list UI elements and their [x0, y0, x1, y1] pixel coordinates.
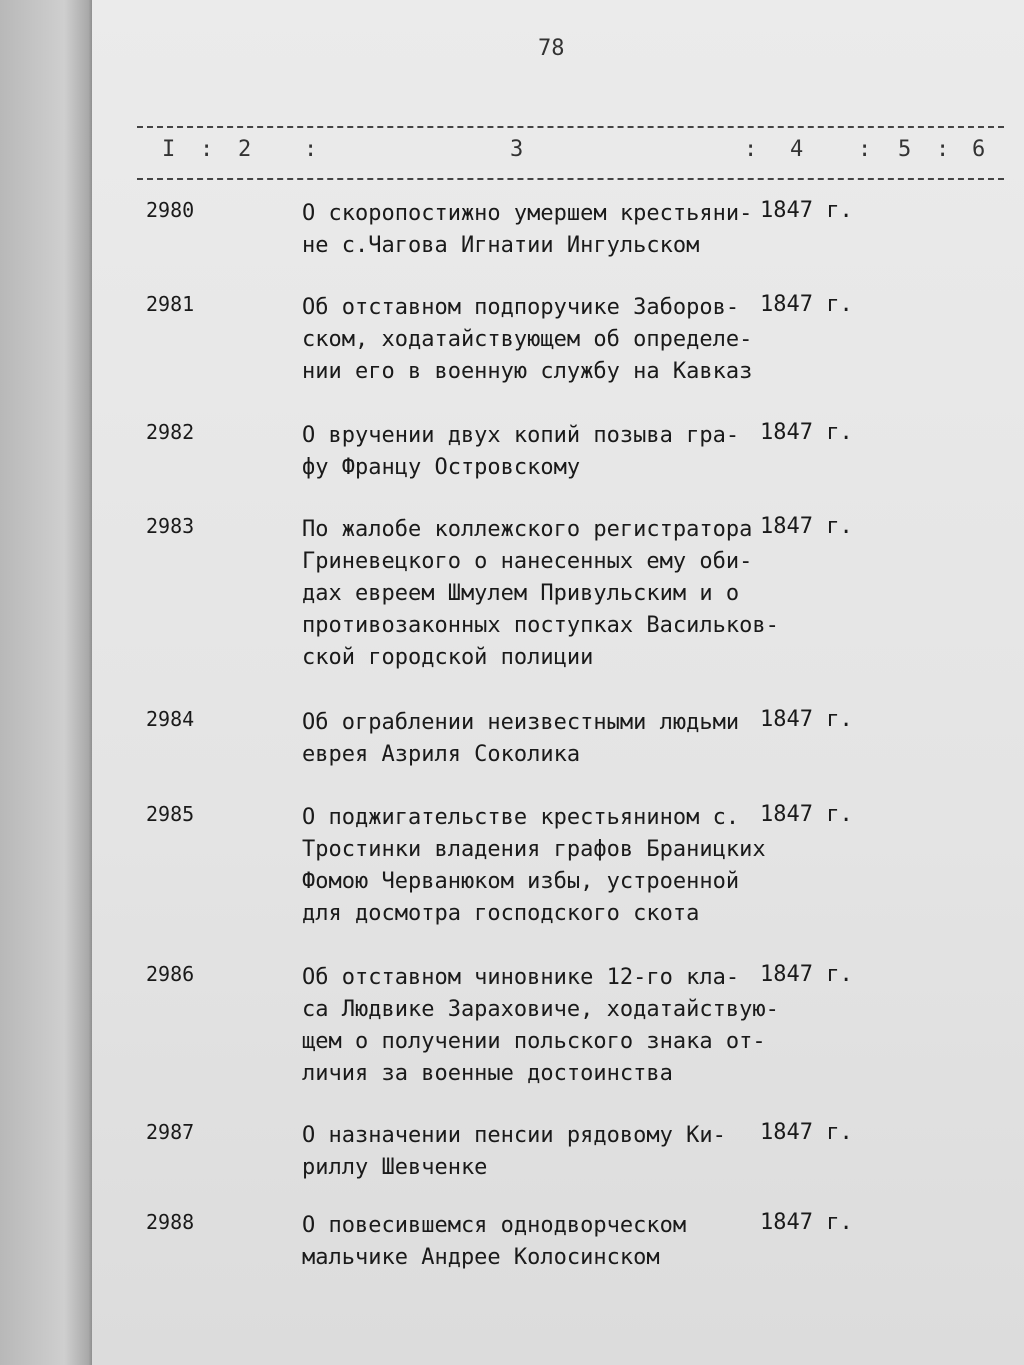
column-separator-5: :: [936, 137, 951, 162]
entry-line: фу Францу Островскому: [302, 455, 581, 480]
entry-line: Об отставном подпоручике Заборов-: [302, 295, 740, 320]
entry-line: для досмотра господского скота: [302, 901, 700, 926]
column-header-2: 2: [238, 137, 253, 162]
entry-year: 1847 г.: [760, 707, 853, 732]
entry-line: О скоропостижно умершем крестьяни-: [302, 201, 753, 226]
entry-line: О повесившемся однодворческом: [302, 1213, 687, 1238]
column-separator-2: :: [304, 137, 319, 162]
entry-line: дах евреем Шмулем Привульским и о: [302, 581, 740, 606]
entry-description: [302, 1210, 772, 1274]
entry-line: нии его в военную службу на Кавказ: [302, 359, 753, 384]
entry-line: Об отставном чиновнике 12-го кла-: [302, 965, 740, 990]
entry-line: О назначении пенсии рядовому Ки-: [302, 1123, 726, 1148]
entry-description: [302, 802, 772, 930]
entry-number: 2980: [146, 198, 195, 222]
column-separator-1: :: [200, 137, 215, 162]
entry-year: 1847 г.: [760, 1210, 853, 1235]
entry-number: 2988: [146, 1210, 195, 1234]
entry-line: ском, ходатайствующем об определе-: [302, 327, 753, 352]
entry-year: 1847 г.: [760, 1120, 853, 1145]
entry-line: са Людвике Зараховиче, ходатайствую-: [302, 997, 779, 1022]
entry-number: 2985: [146, 802, 195, 826]
header-rule-top: [137, 126, 1004, 128]
entry-line: По жалобе коллежского регистратора: [302, 517, 753, 542]
entry-line: ской городской полиции: [302, 645, 594, 670]
entry-line: щем о получении польского знака от-: [302, 1029, 766, 1054]
entry-line: О вручении двух копий позыва гра-: [302, 423, 740, 448]
header-rule-bottom: [137, 178, 1004, 180]
entry-number: 2981: [146, 292, 195, 316]
entry-description: [302, 198, 772, 262]
column-header-6: 6: [972, 137, 987, 162]
entry-number: 2983: [146, 514, 195, 538]
entry-line: не с.Чагова Игнатии Ингульском: [302, 233, 700, 258]
entry-line: противозаконных поступках Васильков-: [302, 613, 779, 638]
entry-line: Гриневецкого о нанесенных ему оби-: [302, 549, 753, 574]
entry-line: мальчике Андрее Колосинском: [302, 1245, 660, 1270]
entry-year: 1847 г.: [760, 292, 853, 317]
entry-line: риллу Шевченке: [302, 1155, 488, 1180]
entry-line: личия за военные достоинства: [302, 1061, 673, 1086]
entry-line: еврея Азриля Соколика: [302, 742, 581, 767]
entry-description: [302, 514, 779, 674]
entry-description: [302, 420, 772, 484]
entry-number: 2986: [146, 962, 195, 986]
adjacent-page-edge: [0, 0, 92, 1365]
entry-description: [302, 707, 772, 771]
column-header-4: 4: [790, 137, 805, 162]
entry-year: 1847 г.: [760, 514, 853, 539]
entry-number: 2982: [146, 420, 195, 444]
column-separator-3: :: [744, 137, 759, 162]
column-separator-4: :: [858, 137, 873, 162]
entry-description: [302, 1120, 772, 1184]
column-header-3: 3: [510, 137, 525, 162]
column-header-5: 5: [898, 137, 913, 162]
entry-line: Фомою Черванюком избы, устроенной: [302, 869, 740, 894]
entry-year: 1847 г.: [760, 802, 853, 827]
entry-number: 2984: [146, 707, 195, 731]
entry-description: [302, 962, 779, 1090]
entry-year: 1847 г.: [760, 198, 853, 223]
entry-year: 1847 г.: [760, 420, 853, 445]
entry-number: 2987: [146, 1120, 195, 1144]
column-header-1: I: [162, 137, 177, 162]
entry-line: Об ограблении неизвестными людьми: [302, 710, 740, 735]
page-number: 78: [538, 36, 565, 61]
entry-year: 1847 г.: [760, 962, 853, 987]
entry-description: [302, 292, 772, 388]
entry-line: О поджигательстве крестьянином с.: [302, 805, 740, 830]
entry-line: Тростинки владения графов Браницких: [302, 837, 766, 862]
